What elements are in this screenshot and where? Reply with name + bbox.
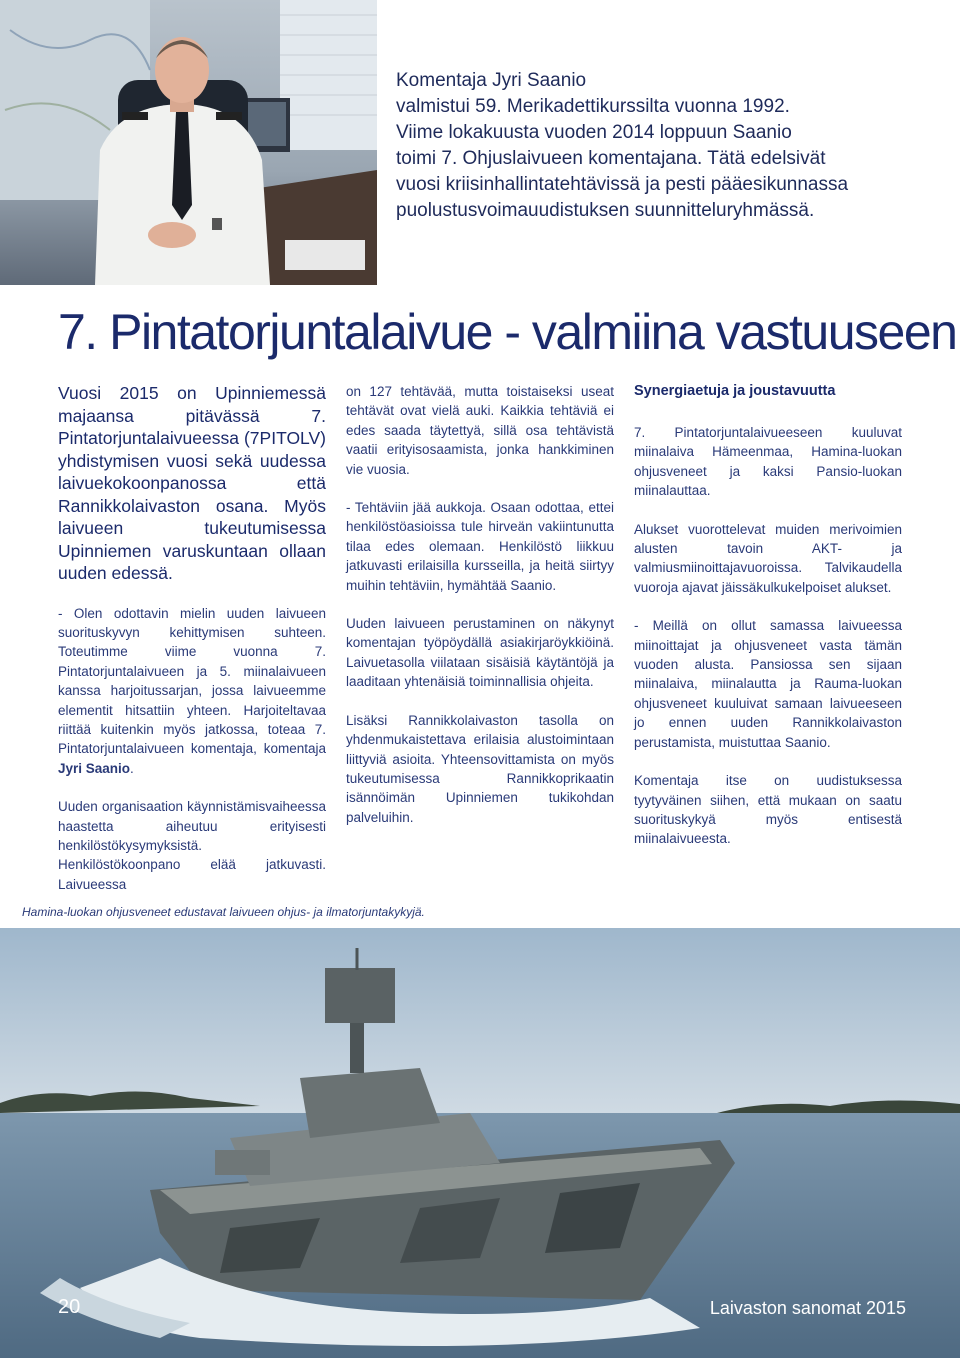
ship-photo-caption: Hamina-luokan ohjusveneet edustavat laivueen ohjus- ja ilmatorjuntakykyjä.: [22, 905, 425, 919]
caption-line: toimi 7. Ohjuslaivueen komentajana. Tätä edelsivät: [396, 148, 826, 169]
publication-title: Laivaston sanomat 2015: [709, 1298, 906, 1318]
body-paragraph: - Tehtäviin jää aukkoja. Osaan odottaa, ettei henkilöstöasioissa tule hirveän vakiintunutta tilaa edes olemaan. Henkilöstö liikkuu jatkuvasti erilaisilla kursseilla, ja heitä siirtyy muihin tehtäviin, hymähtää Saanio.: [346, 500, 614, 593]
body-paragraph: Lisäksi Rannikkolaivaston tasolla on yhdenmukaistettava erilaisia alustoimintaan liittyviä asioita. Yhteensovittamista on myös tukeutumisessa Rannikkoprikaatin isännöimän Upinniemen tukikohdan palveluihin.: [346, 712, 614, 825]
caption-line: Viime lokakuusta vuoden 2014 loppuun Saanio: [396, 122, 792, 143]
article-column-1: [58, 382, 326, 913]
body-paragraph: - Meillä on ollut samassa laivueessa miinoittajat ja ohjusveneet vasta tämän vuoden alusta. Pansiossa sen sijaan miinalaiva, miinalautta ja Rauma-luokan ohjusveneet kuuluivat samaan laivueeseen jo ennen uuden Rannikkolaivaston perustamista, muistuttaa Saanio.: [634, 618, 902, 750]
page-number: 20: [58, 1296, 81, 1318]
body-paragraph: Uuden organisaation käynnistämisvaiheessa haastetta aiheutuu erityisesti henkilöstökysymyksistä. Henkilöstökoonpano elää jatkuvasti. Laivueessa: [58, 799, 326, 892]
paragraph-text: - Olen odottavin mielin uuden laivueen suorituskyvyn kehittymisen suhteen. Toteutimme viime vuonna 7. Pintatorjuntalaivueen ja 5. miinalaivueen kanssa harjoitussarjan, jossa laivueemme elementit hitsattiin yhteen. Harjoiteltavaa riittää kuitenkin myös jatkossa, toteaa 7. Pintatorjuntalaivueen komentaja, komentaja: [58, 605, 326, 757]
body-paragraph: [58, 604, 326, 779]
commander-portrait-photo: [0, 0, 377, 285]
caption-line: Komentaja Jyri Saanio: [396, 70, 587, 91]
missile-boat-photo: [0, 928, 960, 1358]
portrait-caption: [396, 68, 936, 224]
caption-line: vuosi kriisinhallintatehtävissä ja pesti pääesikunnassa: [396, 174, 849, 195]
section-heading: Synergiaetuja ja joustavuutta: [634, 383, 836, 399]
body-paragraph: on 127 tehtävää, mutta toistaiseksi useat tehtävät ovat vielä auki. Kaikkia tehtäviä ei edes saada täytettyä, sillä osa tehtävistä vaatii erityisosaamista, jonka hankkiminen vie vuosia.: [346, 384, 614, 477]
caption-line: valmistui 59. Merikadettikurssilta vuonna 1992.: [396, 96, 790, 117]
article-column-3: [634, 382, 902, 868]
person-name: Jyri Saanio: [58, 760, 131, 776]
lead-paragraph: Vuosi 2015 on Upinniemessä majaansa pitävässä 7. Pintatorjuntalaivueessa (7PITOLV) yhdistymisen vuosi sekä uudessa laivuekokoonpanossa että Rannikkolaivaston osana. Myös laivueen tukeutumisessa Upinniemen varuskuntaan ollaan uuden edessä.: [58, 383, 326, 583]
body-paragraph: Alukset vuorottelevat muiden merivoimien alusten tavoin AKT- ja valmiusmiinoittajavuoroissa. Talvikaudella vuoroja ajavat jäissäkulkukelpoiset alukset.: [634, 521, 902, 595]
body-paragraph: Uuden laivueen perustaminen on näkynyt komentajan työpöydällä asiakirjaröykkiöinä. Laivuetasolla viilataan sisäisiä käytäntöjä ja laaditaan yhtenäisiä toiminnallisia ohjeita.: [346, 616, 614, 690]
body-paragraph: Komentaja itse on uudistuksessa tyytyväinen siihen, että mukaan on saatu suorituskykyä myös entisestä miinalaivueesta.: [634, 773, 902, 847]
caption-line: puolustusvoimauudistuksen suunnitteluryhmässä.: [396, 200, 815, 221]
article-headline: 7. Pintatorjuntalaivue - valmiina vastuuseen: [58, 304, 957, 360]
article-column-2: [346, 382, 614, 846]
body-paragraph: 7. Pintatorjuntalaivueeseen kuuluvat miinalaiva Hämeenmaa, Hamina-luokan ohjusveneet ja kaksi Pansio-luokan miinalauttaa.: [634, 425, 902, 499]
paragraph-end: .: [130, 760, 134, 776]
